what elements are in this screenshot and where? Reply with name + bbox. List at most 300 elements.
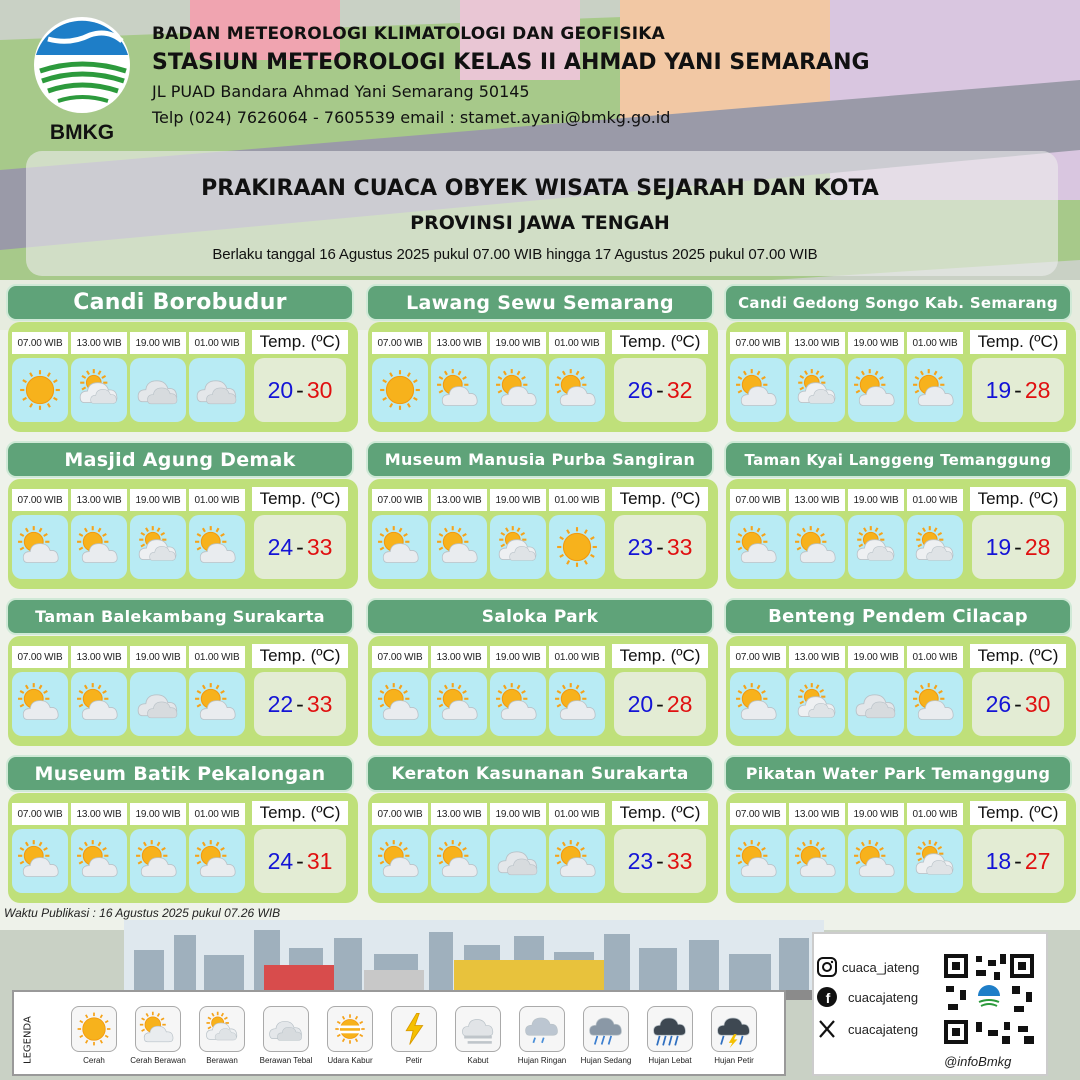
time-label: 13.00 WIB <box>431 489 487 511</box>
weather-tile <box>71 672 127 736</box>
temperature-range <box>972 515 1064 579</box>
legend-label: Berawan Tebal <box>259 1056 313 1065</box>
weather-tile <box>789 829 845 893</box>
temp-header: Temp. (ºC) <box>970 644 1066 668</box>
weather-tile <box>789 515 845 579</box>
time-label: 01.00 WIB <box>549 489 605 511</box>
page-subtitle: PROVINSI JAWA TENGAH <box>410 212 670 234</box>
legend-label: Hujan Sedang <box>580 1056 632 1065</box>
temp-min: 18 <box>985 847 1012 874</box>
legend-label: Kabut <box>467 1056 489 1065</box>
x-handle: cuacajateng <box>848 1021 919 1037</box>
legend-item <box>448 1006 508 1065</box>
cerah-berawan-icon <box>135 838 181 884</box>
cerah-berawan-icon <box>17 524 63 570</box>
location-name: Taman Balekambang Surakarta <box>6 598 354 635</box>
cerah-berawan-icon <box>853 838 899 884</box>
legend-item <box>192 1006 252 1065</box>
time-label: 13.00 WIB <box>71 489 127 511</box>
time-label: 07.00 WIB <box>12 332 68 354</box>
weather-tile <box>730 358 786 422</box>
temperature-range <box>254 358 346 422</box>
forecast-card <box>6 284 360 434</box>
berawan-icon <box>76 367 122 413</box>
time-label: 19.00 WIB <box>490 332 546 354</box>
weather-tile <box>372 829 428 893</box>
time-label: 13.00 WIB <box>789 646 845 668</box>
temp-separator: - <box>296 690 304 717</box>
location-name: Candi Borobudur <box>6 284 354 321</box>
legend-label: Cerah <box>83 1056 105 1065</box>
temp-header: Temp. (ºC) <box>612 644 708 668</box>
bmkg-logo <box>30 15 134 145</box>
cerah-berawan-icon <box>194 838 240 884</box>
cerah-berawan-icon <box>139 1010 177 1048</box>
cerah-berawan-icon <box>76 838 122 884</box>
temp-separator: - <box>656 690 664 717</box>
forecast-card <box>724 284 1078 434</box>
temp-min: 23 <box>627 533 654 560</box>
legend-label: Petir <box>405 1056 423 1065</box>
time-label: 01.00 WIB <box>189 646 245 668</box>
weather-tile <box>730 672 786 736</box>
weather-tile <box>490 358 546 422</box>
berawan-tebal-icon <box>135 681 181 727</box>
weather-tile <box>130 515 186 579</box>
temp-max: 31 <box>306 847 333 874</box>
time-label: 07.00 WIB <box>372 803 428 825</box>
cerah-berawan-icon <box>377 681 423 727</box>
facebook-link[interactable] <box>816 986 918 1008</box>
weather-tile <box>490 515 546 579</box>
x-icon <box>816 1018 838 1040</box>
berawan-icon <box>912 524 958 570</box>
cerah-berawan-icon <box>735 838 781 884</box>
cerah-berawan-icon <box>554 838 600 884</box>
cerah-icon <box>377 367 423 413</box>
location-name: Taman Kyai Langgeng Temanggung <box>724 441 1072 478</box>
org-name: BADAN METEOROLOGI KLIMATOLOGI DAN GEOFISIKA <box>152 24 666 44</box>
time-label: 01.00 WIB <box>907 803 963 825</box>
location-name: Pikatan Water Park Temanggung <box>724 755 1072 792</box>
cerah-berawan-icon <box>194 524 240 570</box>
weather-tile <box>490 672 546 736</box>
time-label: 19.00 WIB <box>848 803 904 825</box>
forecast-body <box>726 479 1076 589</box>
temp-separator: - <box>296 533 304 560</box>
time-label: 01.00 WIB <box>907 646 963 668</box>
cerah-berawan-icon <box>735 681 781 727</box>
city-illustration <box>124 920 824 1000</box>
legend-label: Hujan Ringan <box>517 1056 567 1065</box>
legend-icon-box <box>391 1006 437 1052</box>
legend-icon-box <box>711 1006 757 1052</box>
forecast-body <box>368 636 718 746</box>
weather-tile <box>907 672 963 736</box>
time-label: 01.00 WIB <box>189 803 245 825</box>
time-label: 19.00 WIB <box>490 646 546 668</box>
forecast-body <box>8 793 358 903</box>
weather-tile <box>372 672 428 736</box>
forecast-card <box>366 441 720 591</box>
time-label: 01.00 WIB <box>549 803 605 825</box>
berawan-icon <box>853 524 899 570</box>
time-label: 13.00 WIB <box>71 803 127 825</box>
location-name: Museum Manusia Purba Sangiran <box>366 441 714 478</box>
time-label: 01.00 WIB <box>907 489 963 511</box>
time-label: 13.00 WIB <box>789 489 845 511</box>
weather-tile <box>12 358 68 422</box>
temp-header: Temp. (ºC) <box>252 801 348 825</box>
legend-title: LEGENDA <box>22 1016 34 1064</box>
petir-icon <box>395 1010 433 1048</box>
legend-item <box>64 1006 124 1065</box>
cerah-berawan-icon <box>735 524 781 570</box>
legend-item <box>640 1006 700 1065</box>
legend-icon-box <box>519 1006 565 1052</box>
berawan-icon <box>135 524 181 570</box>
validity-period: Berlaku tanggal 16 Agustus 2025 pukul 07.00 WIB hingga 17 Agustus 2025 pukul 07.00 WIB <box>212 246 818 263</box>
weather-tile <box>848 672 904 736</box>
weather-tile <box>907 358 963 422</box>
forecast-card <box>724 755 1078 905</box>
cerah-berawan-icon <box>495 681 541 727</box>
cerah-icon <box>17 367 63 413</box>
cerah-berawan-icon <box>735 367 781 413</box>
time-label: 07.00 WIB <box>12 489 68 511</box>
station-address: JL PUAD Bandara Ahmad Yani Semarang 50145 <box>152 82 530 101</box>
weather-tile <box>189 515 245 579</box>
cerah-berawan-icon <box>76 524 122 570</box>
forecast-body <box>8 479 358 589</box>
cerah-berawan-icon <box>377 838 423 884</box>
temp-max: 30 <box>306 376 333 403</box>
berawan-icon <box>912 838 958 884</box>
temp-max: 33 <box>306 690 333 717</box>
time-label: 19.00 WIB <box>130 646 186 668</box>
temp-header: Temp. (ºC) <box>252 330 348 354</box>
legend-icon-box <box>327 1006 373 1052</box>
info-handle: @infoBmkg <box>944 1054 1012 1069</box>
facebook-handle: cuacajateng <box>848 989 919 1005</box>
temp-separator: - <box>1014 376 1022 403</box>
forecast-card <box>724 441 1078 591</box>
cerah-berawan-icon <box>912 681 958 727</box>
weather-tile <box>549 358 605 422</box>
berawan-icon <box>495 524 541 570</box>
weather-tile <box>431 672 487 736</box>
weather-tile <box>789 672 845 736</box>
temp-max: 30 <box>1024 690 1051 717</box>
location-name: Keraton Kasunanan Surakarta <box>366 755 714 792</box>
temp-header: Temp. (ºC) <box>970 330 1066 354</box>
location-name: Museum Batik Pekalongan <box>6 755 354 792</box>
weather-tile <box>130 829 186 893</box>
temp-separator: - <box>1014 847 1022 874</box>
weather-tile <box>12 829 68 893</box>
weather-tile <box>372 358 428 422</box>
temp-max: 27 <box>1024 847 1051 874</box>
temp-min: 20 <box>627 690 654 717</box>
legend-icon-box <box>263 1006 309 1052</box>
forecast-body <box>726 793 1076 903</box>
legend-icon-box <box>455 1006 501 1052</box>
berawan-tebal-icon <box>495 838 541 884</box>
cerah-berawan-icon <box>76 681 122 727</box>
temp-max: 33 <box>666 533 693 560</box>
time-label: 13.00 WIB <box>431 803 487 825</box>
x-link[interactable] <box>816 1018 918 1040</box>
cerah-berawan-icon <box>495 367 541 413</box>
bmkg-logo-text: BMKG <box>49 121 115 144</box>
weather-tile <box>431 358 487 422</box>
temp-separator: - <box>656 533 664 560</box>
temp-min: 19 <box>985 533 1012 560</box>
svg-text:f: f <box>825 990 831 1006</box>
legend-item <box>320 1006 380 1065</box>
cerah-berawan-icon <box>554 681 600 727</box>
legend-label: Berawan <box>206 1056 238 1065</box>
hujan-sedang-icon <box>587 1010 625 1048</box>
time-label: 19.00 WIB <box>130 489 186 511</box>
time-label: 07.00 WIB <box>730 803 786 825</box>
time-label: 07.00 WIB <box>12 646 68 668</box>
forecast-body <box>726 636 1076 746</box>
time-label: 01.00 WIB <box>549 332 605 354</box>
cerah-berawan-icon <box>794 524 840 570</box>
legend-icon-box <box>647 1006 693 1052</box>
temp-max: 33 <box>666 847 693 874</box>
temp-max: 28 <box>1024 533 1051 560</box>
cerah-berawan-icon <box>17 838 63 884</box>
temp-header: Temp. (ºC) <box>970 487 1066 511</box>
station-contact: Telp (024) 7626064 - 7605539 email : stamet.ayani@bmkg.go.id <box>152 108 671 127</box>
time-label: 13.00 WIB <box>431 332 487 354</box>
time-label: 01.00 WIB <box>907 332 963 354</box>
legend-item <box>512 1006 572 1065</box>
location-name: Saloka Park <box>366 598 714 635</box>
temp-min: 26 <box>627 376 654 403</box>
cerah-berawan-icon <box>17 681 63 727</box>
legend-icon-box <box>199 1006 245 1052</box>
temp-min: 24 <box>267 533 294 560</box>
time-label: 19.00 WIB <box>490 489 546 511</box>
time-label: 19.00 WIB <box>490 803 546 825</box>
forecast-card <box>6 441 360 591</box>
berawan-icon <box>794 681 840 727</box>
location-name: Benteng Pendem Cilacap <box>724 598 1072 635</box>
forecast-card <box>6 755 360 905</box>
forecast-body <box>8 636 358 746</box>
weather-tile <box>907 829 963 893</box>
forecast-card <box>6 598 360 748</box>
cerah-berawan-icon <box>377 524 423 570</box>
time-label: 07.00 WIB <box>12 803 68 825</box>
time-label: 13.00 WIB <box>431 646 487 668</box>
weather-tile <box>189 358 245 422</box>
time-label: 07.00 WIB <box>730 332 786 354</box>
weather-tile <box>730 515 786 579</box>
time-label: 19.00 WIB <box>848 332 904 354</box>
weather-tile <box>71 358 127 422</box>
udara-kabur-icon <box>331 1010 369 1048</box>
weather-tile <box>789 358 845 422</box>
time-label: 13.00 WIB <box>789 332 845 354</box>
temperature-range <box>972 672 1064 736</box>
time-label: 19.00 WIB <box>848 489 904 511</box>
temperature-range <box>254 515 346 579</box>
temp-min: 24 <box>267 847 294 874</box>
temperature-range <box>614 358 706 422</box>
hujan-petir-icon <box>715 1010 753 1048</box>
berawan-tebal-icon <box>853 681 899 727</box>
forecast-body <box>368 479 718 589</box>
time-label: 19.00 WIB <box>130 803 186 825</box>
legend-item <box>704 1006 764 1065</box>
instagram-link[interactable] <box>816 956 919 978</box>
temp-header: Temp. (ºC) <box>612 330 708 354</box>
cerah-icon <box>554 524 600 570</box>
temperature-range <box>614 672 706 736</box>
cerah-berawan-icon <box>794 838 840 884</box>
temp-max: 28 <box>1024 376 1051 403</box>
location-name: Masjid Agung Demak <box>6 441 354 478</box>
forecast-body <box>726 322 1076 432</box>
temp-header: Temp. (ºC) <box>612 487 708 511</box>
legend-label: Cerah Berawan <box>130 1056 186 1065</box>
time-label: 19.00 WIB <box>130 332 186 354</box>
legend-icon-box <box>135 1006 181 1052</box>
temp-min: 26 <box>985 690 1012 717</box>
temp-min: 23 <box>627 847 654 874</box>
weather-tile <box>12 672 68 736</box>
berawan-tebal-icon <box>194 367 240 413</box>
time-label: 13.00 WIB <box>789 803 845 825</box>
time-label: 07.00 WIB <box>730 489 786 511</box>
station-name: STASIUN METEOROLOGI KELAS II AHMAD YANI SEMARANG <box>152 50 870 75</box>
cerah-icon <box>75 1010 113 1048</box>
temp-min: 20 <box>267 376 294 403</box>
time-label: 07.00 WIB <box>372 646 428 668</box>
temp-separator: - <box>1014 690 1022 717</box>
weather-tile <box>848 515 904 579</box>
berawan-icon <box>203 1010 241 1048</box>
temperature-range <box>614 515 706 579</box>
legend-item <box>128 1006 188 1065</box>
time-label: 13.00 WIB <box>71 332 127 354</box>
cerah-berawan-icon <box>912 367 958 413</box>
time-label: 07.00 WIB <box>372 489 428 511</box>
temp-header: Temp. (ºC) <box>612 801 708 825</box>
temperature-range <box>254 829 346 893</box>
berawan-tebal-icon <box>135 367 181 413</box>
cerah-berawan-icon <box>436 367 482 413</box>
weather-tile <box>189 829 245 893</box>
facebook-icon <box>816 986 838 1008</box>
forecast-card <box>366 598 720 748</box>
weather-tile <box>189 672 245 736</box>
forecast-body <box>8 322 358 432</box>
forecast-body <box>368 322 718 432</box>
weather-tile <box>71 515 127 579</box>
temp-separator: - <box>656 847 664 874</box>
legend-icon-box <box>583 1006 629 1052</box>
temperature-range <box>972 829 1064 893</box>
weather-tile <box>431 515 487 579</box>
cerah-berawan-icon <box>194 681 240 727</box>
time-label: 13.00 WIB <box>71 646 127 668</box>
weather-tile <box>71 829 127 893</box>
weather-tile <box>730 829 786 893</box>
weather-tile <box>907 515 963 579</box>
temp-separator: - <box>296 376 304 403</box>
time-label: 07.00 WIB <box>730 646 786 668</box>
temp-separator: - <box>1014 533 1022 560</box>
legend-item <box>256 1006 316 1065</box>
legend-icon-box <box>71 1006 117 1052</box>
weather-tile <box>490 829 546 893</box>
instagram-handle: cuaca_jateng <box>842 959 920 975</box>
hujan-lebat-icon <box>651 1010 689 1048</box>
time-label: 07.00 WIB <box>372 332 428 354</box>
cerah-berawan-icon <box>436 524 482 570</box>
social-panel <box>812 932 1048 1076</box>
weather-tile <box>130 672 186 736</box>
page-title: PRAKIRAAN CUACA OBYEK WISATA SEJARAH DAN KOTA <box>201 176 879 201</box>
weather-tile <box>549 515 605 579</box>
legend-item <box>384 1006 444 1065</box>
weather-tile <box>130 358 186 422</box>
weather-tile <box>848 829 904 893</box>
temperature-range <box>972 358 1064 422</box>
weather-tile <box>372 515 428 579</box>
weather-tile <box>431 829 487 893</box>
time-label: 19.00 WIB <box>848 646 904 668</box>
legend-label: Hujan Petir <box>714 1056 754 1065</box>
forecast-body <box>368 793 718 903</box>
temp-header: Temp. (ºC) <box>252 644 348 668</box>
qr-code[interactable] <box>942 952 1036 1046</box>
forecast-card <box>366 284 720 434</box>
temp-separator: - <box>656 376 664 403</box>
weather-tile <box>549 672 605 736</box>
weather-tile <box>549 829 605 893</box>
hujan-ringan-icon <box>523 1010 561 1048</box>
temperature-range <box>614 829 706 893</box>
weather-tile <box>12 515 68 579</box>
legend-label: Hujan Lebat <box>648 1056 692 1065</box>
temp-max: 32 <box>666 376 693 403</box>
weather-tile <box>848 358 904 422</box>
temp-max: 33 <box>306 533 333 560</box>
time-label: 01.00 WIB <box>549 646 605 668</box>
temp-min: 19 <box>985 376 1012 403</box>
forecast-card <box>366 755 720 905</box>
temp-header: Temp. (ºC) <box>970 801 1066 825</box>
temp-header: Temp. (ºC) <box>252 487 348 511</box>
cerah-berawan-icon <box>853 367 899 413</box>
location-name: Candi Gedong Songo Kab. Semarang <box>724 284 1072 321</box>
cerah-berawan-icon <box>436 681 482 727</box>
berawan-tebal-icon <box>267 1010 305 1048</box>
legend-label: Udara Kabur <box>327 1056 373 1065</box>
location-name: Lawang Sewu Semarang <box>366 284 714 321</box>
cerah-berawan-icon <box>436 838 482 884</box>
berawan-icon <box>794 367 840 413</box>
temperature-range <box>254 672 346 736</box>
forecast-card <box>724 598 1078 748</box>
time-label: 01.00 WIB <box>189 332 245 354</box>
